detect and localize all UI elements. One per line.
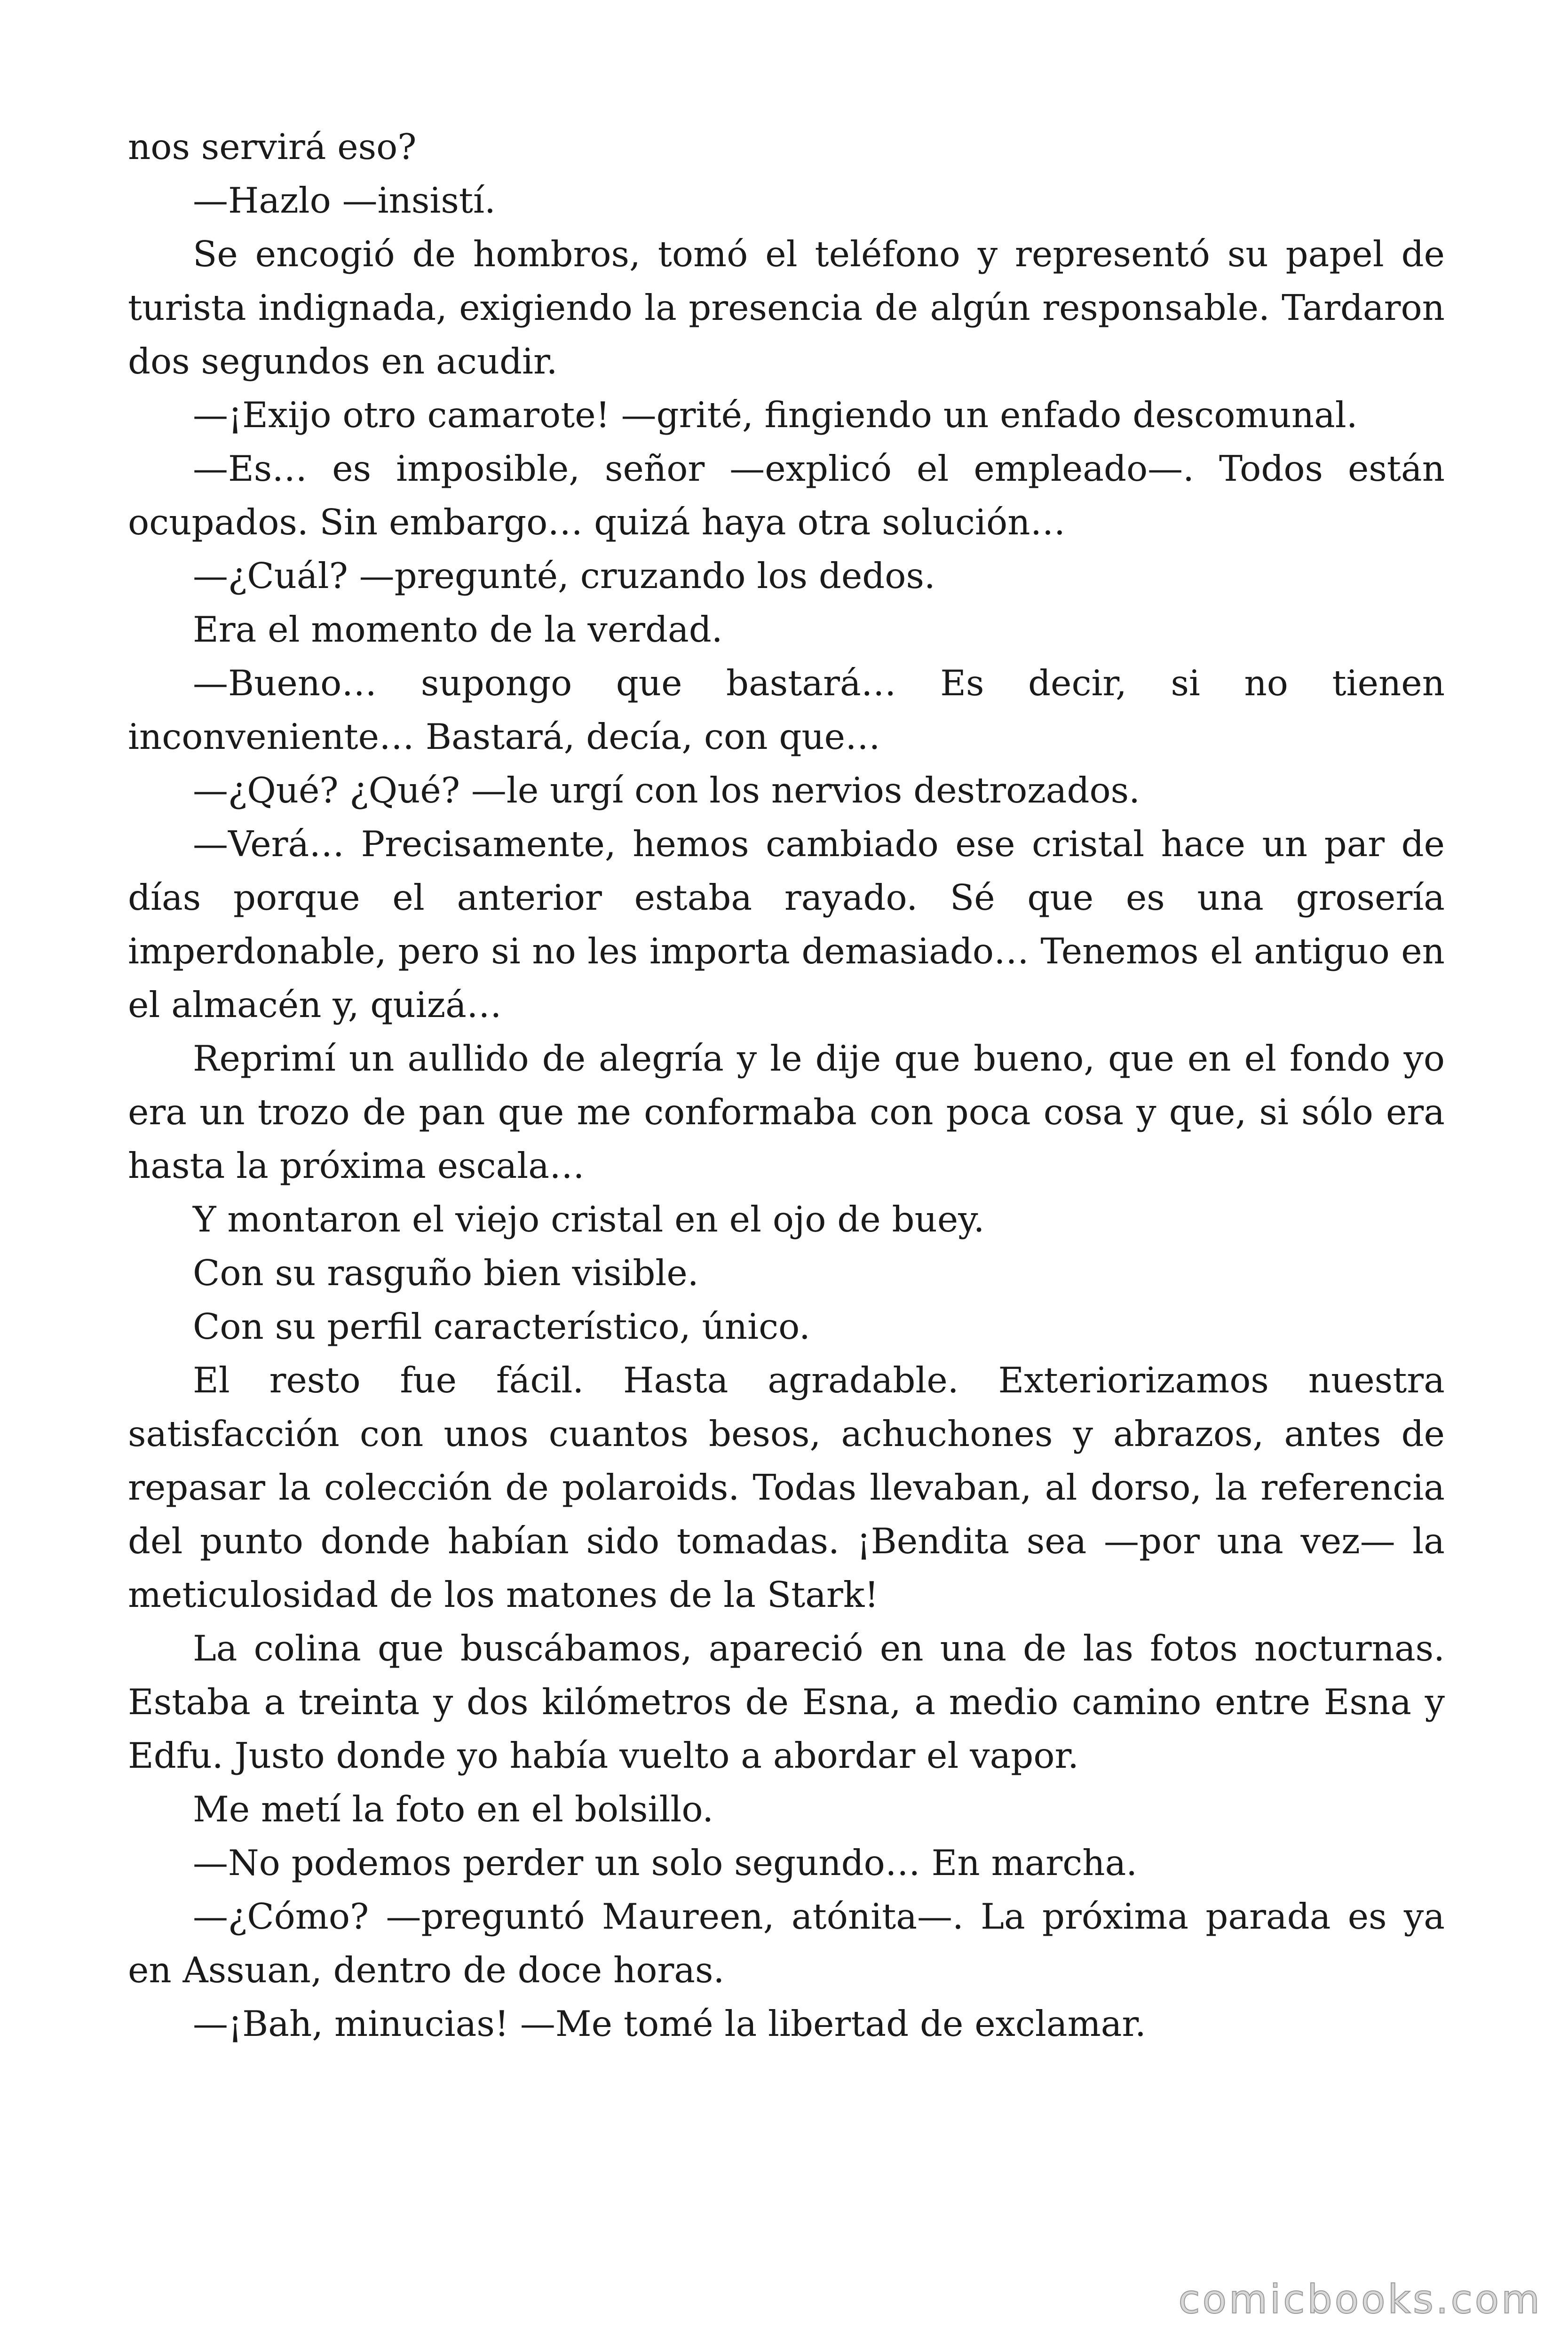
paragraph: —Bueno… supongo que bastará… Es decir, si no tienen inconveniente… Bastará, decía, con que… — [128, 662, 1445, 757]
paragraph: Me metí la foto en el bolsillo. — [193, 1788, 714, 1830]
paragraph: Con su perfil característico, único. — [193, 1306, 810, 1347]
paragraph: —Verá… Precisamente, hemos cambiado ese cristal hace un par de días porque el anterior estaba rayado. Sé que es una grosería imperdonable, pero si no les importa demasiado… Tenemos el antiguo en el almacén y, quizá… — [128, 823, 1445, 1025]
paragraph: El resto fue fácil. Hasta agradable. Exteriorizamos nuestra satisfacción con unos cuantos besos, achuchones y abrazos, antes de repasar la colección de polaroids. Todas llevaban, al dorso, la referencia del punto donde habían sido tomadas. ¡Bendita sea —por una vez— la meticulosidad de los matones de la Stark! — [128, 1359, 1445, 1615]
paragraph-continuation: nos servirá eso? — [128, 126, 417, 167]
paragraph: —Es… es imposible, señor —explicó el empleado—. Todos están ocupados. Sin embargo… quizá haya otra solución… — [128, 448, 1445, 543]
paragraph: —¿Qué? ¿Qué? —le urgí con los nervios destrozados. — [193, 770, 1140, 811]
paragraph: —No podemos perder un solo segundo… En marcha. — [193, 1842, 1138, 1883]
paragraph: —¿Cómo? —preguntó Maureen, atónita—. La próxima parada es ya en Assuan, dentro de doce horas. — [128, 1896, 1445, 1991]
paragraph: —¿Cuál? —pregunté, cruzando los dedos. — [193, 555, 935, 596]
page-body — [128, 120, 1445, 2050]
watermark: comicbooks.com — [1178, 2276, 1542, 2322]
paragraph: Reprimí un aullido de alegría y le dije que bueno, que en el fondo yo era un trozo de pan que me conformaba con poca cosa y que, si sólo era hasta la próxima escala… — [128, 1038, 1445, 1186]
paragraph: Se encogió de hombros, tomó el teléfono y representó su papel de turista indignada, exigiendo la presencia de algún responsable. Tardaron dos segundos en acudir. — [128, 233, 1445, 382]
paragraph: La colina que buscábamos, apareció en una de las fotos nocturnas. Estaba a treinta y dos kilómetros de Esna, a medio camino entre Esna y Edfu. Justo donde yo había vuelto a abordar el vapor. — [128, 1628, 1445, 1776]
paragraph: Y montaron el viejo cristal en el ojo de buey. — [193, 1199, 985, 1240]
paragraph: —¡Exijo otro camarote! —grité, fingiendo un enfado descomunal. — [193, 394, 1358, 436]
paragraph: Era el momento de la verdad. — [193, 609, 723, 650]
paragraph: —Hazlo —insistí. — [193, 180, 496, 221]
paragraph: Con su rasguño bien visible. — [193, 1252, 699, 1294]
paragraph: —¡Bah, minucias! —Me tomé la libertad de exclamar. — [193, 2003, 1146, 2044]
